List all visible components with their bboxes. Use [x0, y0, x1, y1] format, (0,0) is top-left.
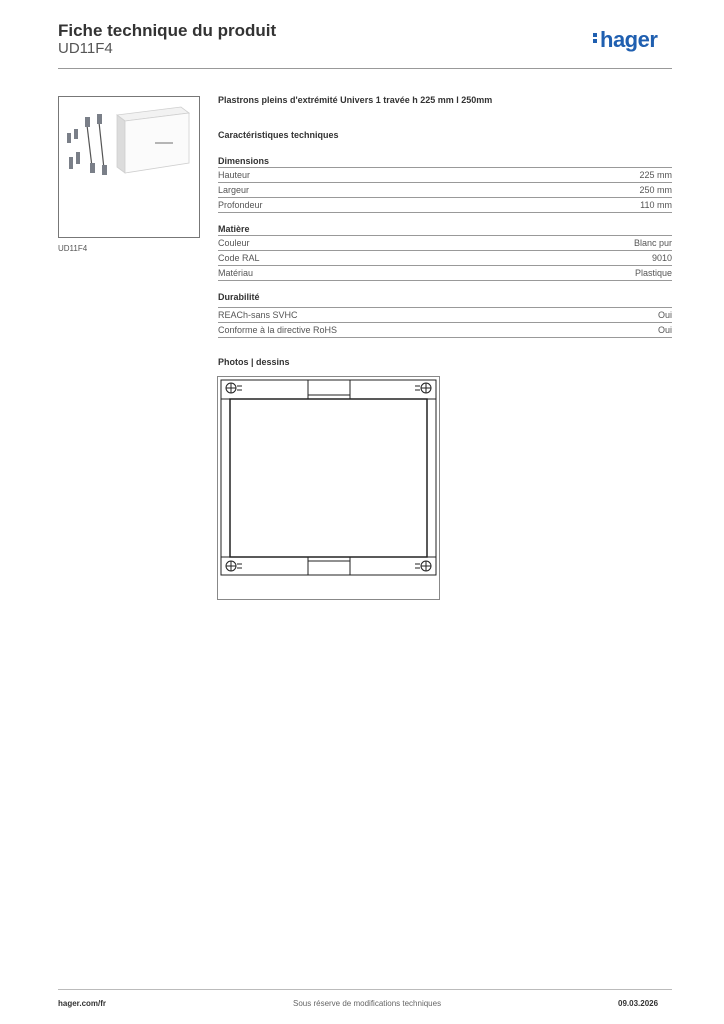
spec-label: Couleur — [218, 238, 250, 248]
spec-label: Profondeur — [218, 200, 263, 210]
footer-date: 09.03.2026 — [618, 999, 659, 1008]
technical-drawing-svg — [218, 377, 439, 599]
spec-value: 225 mm — [639, 170, 672, 180]
logo-dots-icon — [593, 31, 598, 45]
spec-value: 9010 — [651, 253, 672, 263]
spec-label: REACh-sans SVHC — [218, 310, 298, 320]
product-title: Plastrons pleins d'extrémité Univers 1 travée h 225 mm l 250mm — [218, 95, 493, 105]
spec-label: Matériau — [218, 268, 254, 278]
spec-label: Hauteur — [218, 170, 251, 180]
spec-row — [218, 197, 672, 213]
spec-row — [218, 167, 672, 182]
footer-notice: Sous réserve de modifications techniques — [293, 999, 442, 1008]
page-title: Fiche technique du produit — [58, 21, 277, 40]
spec-value: 250 mm — [639, 185, 672, 195]
spec-value: Oui — [657, 325, 672, 335]
footer-website-link[interactable]: hager.com/fr — [58, 999, 107, 1008]
photos-heading: Photos | dessins — [218, 357, 290, 367]
section-dimensions: Dimensions — [218, 156, 270, 166]
section-matiere: Matière — [218, 224, 250, 234]
spec-row — [218, 307, 672, 322]
spec-value: Plastique — [634, 268, 672, 278]
spec-label: Conforme à la directive RoHS — [218, 325, 338, 335]
header-divider — [58, 68, 672, 69]
spec-row — [218, 235, 672, 250]
product-photo-illustration — [59, 97, 199, 237]
spec-label: Largeur — [218, 185, 250, 195]
footer-divider — [58, 989, 672, 990]
logo-text: hager — [600, 27, 658, 52]
specs-heading: Caractéristiques techniques — [218, 130, 339, 140]
spec-value: 110 mm — [640, 200, 672, 210]
section-durabilite: Durabilité — [218, 292, 260, 302]
spec-label: Code RAL — [218, 253, 260, 263]
product-reference: UD11F4 — [58, 40, 113, 57]
product-photo — [58, 96, 200, 238]
spec-value: Blanc pur — [633, 238, 672, 248]
spec-row — [218, 265, 672, 281]
technical-drawing — [217, 376, 440, 600]
spec-value: Oui — [657, 310, 672, 320]
hager-logo[interactable] — [593, 27, 657, 53]
spec-row — [218, 182, 672, 197]
spec-row — [218, 250, 672, 265]
spec-row — [218, 322, 672, 338]
product-photo-caption: UD11F4 — [58, 244, 88, 253]
